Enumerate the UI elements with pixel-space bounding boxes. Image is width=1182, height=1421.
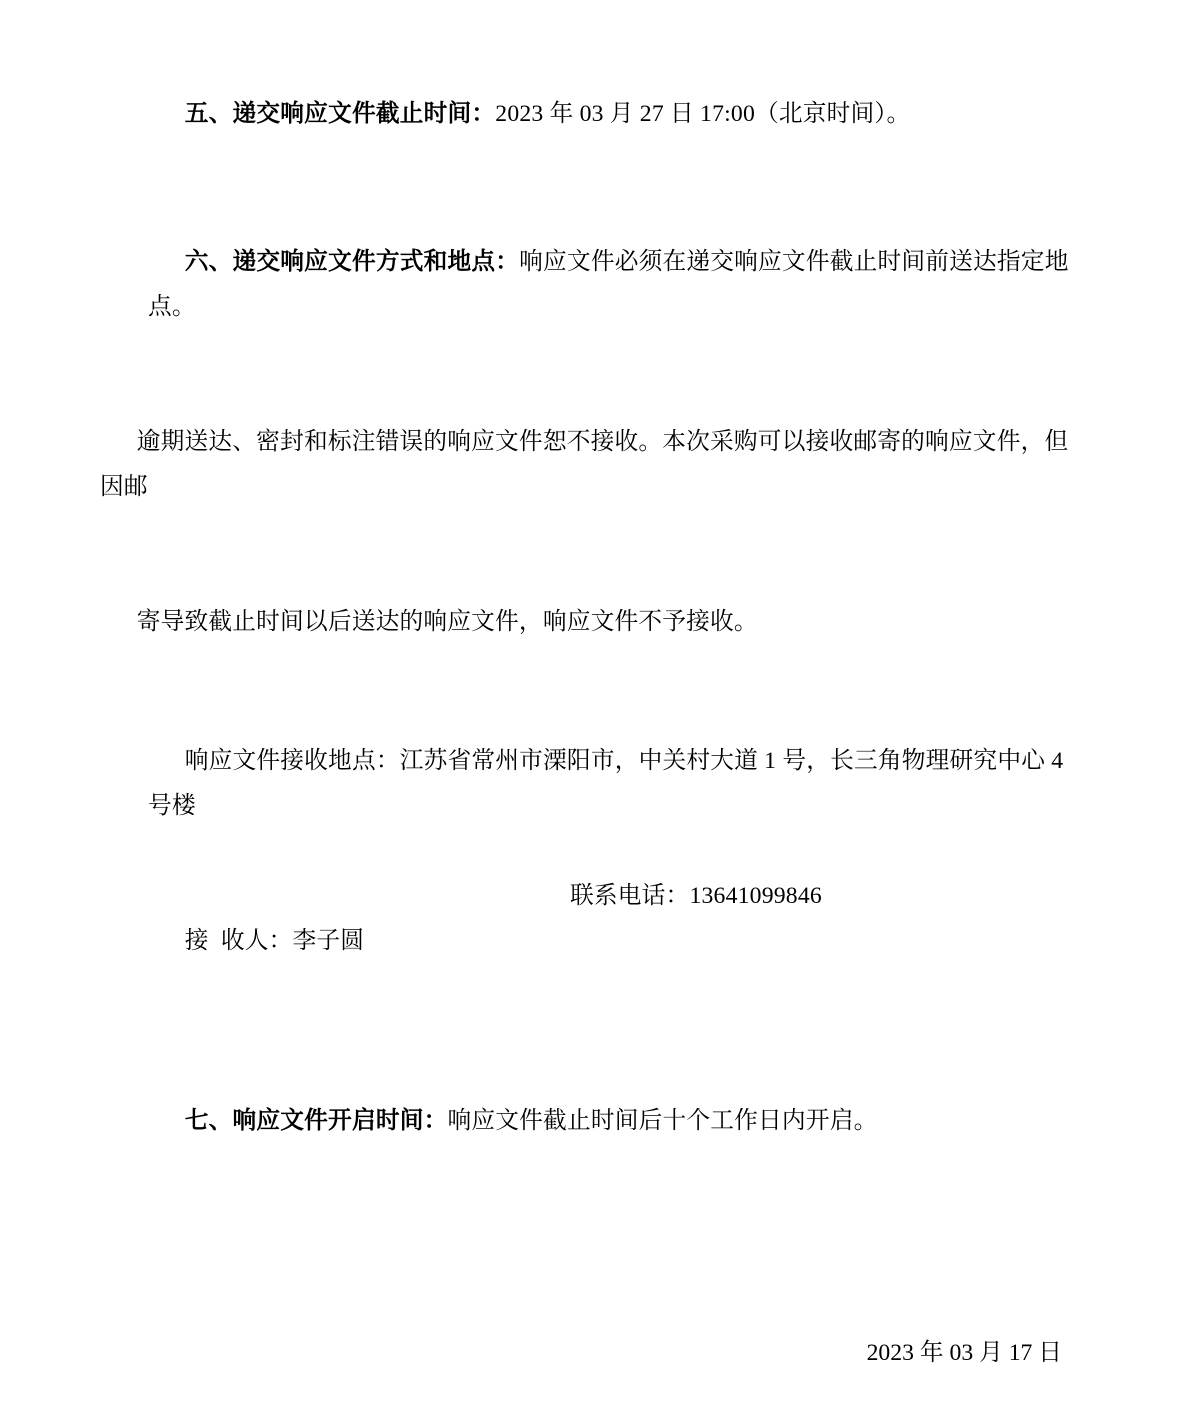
section-7-heading: 七、响应文件开启时间：	[184, 1108, 448, 1134]
section-7-line	[100, 1054, 1082, 1189]
sign-date	[100, 1286, 1082, 1421]
section-6-heading: 六、递交响应文件方式和地点：	[184, 249, 520, 275]
section-5-line	[100, 47, 1082, 182]
contact-line	[100, 874, 1082, 1054]
section-6-body-line-2: 逾期送达、密封和标注错误的响应文件恕不接收。本次采购可以接收邮寄的响应文件，但因邮	[100, 429, 1069, 500]
section-6-line-3	[100, 555, 1082, 690]
section-6-line-2	[100, 375, 1082, 555]
address-text: 响应文件接收地点：江苏省常州市溧阳市，中关村大道 1 号，长三角物理研究中心 4 号楼	[148, 748, 1070, 819]
section-7-body: 响应文件截止时间后十个工作日内开启。	[447, 1108, 878, 1134]
section-6-body-line-1: 响应文件必须在递交响应文件截止时间前送达指定地点。	[148, 249, 1069, 320]
sign-date-text: 2023 年 03 月 17 日	[866, 1340, 1062, 1366]
section-6-body-line-3: 寄导致截止时间以后送达的响应文件，响应文件不予接收。	[136, 609, 758, 635]
phone-text: 联系电话：13641099846	[570, 883, 822, 909]
address-line	[100, 694, 1082, 874]
section-6-line-1	[100, 195, 1082, 375]
section-5-body: 2023 年 03 月 27 日 17:00（北京时间）。	[495, 101, 911, 127]
document-content	[100, 47, 1082, 1421]
receiver-text: 接 收人：李子圆	[184, 928, 365, 954]
section-5-heading: 五、递交响应文件截止时间：	[184, 101, 496, 127]
